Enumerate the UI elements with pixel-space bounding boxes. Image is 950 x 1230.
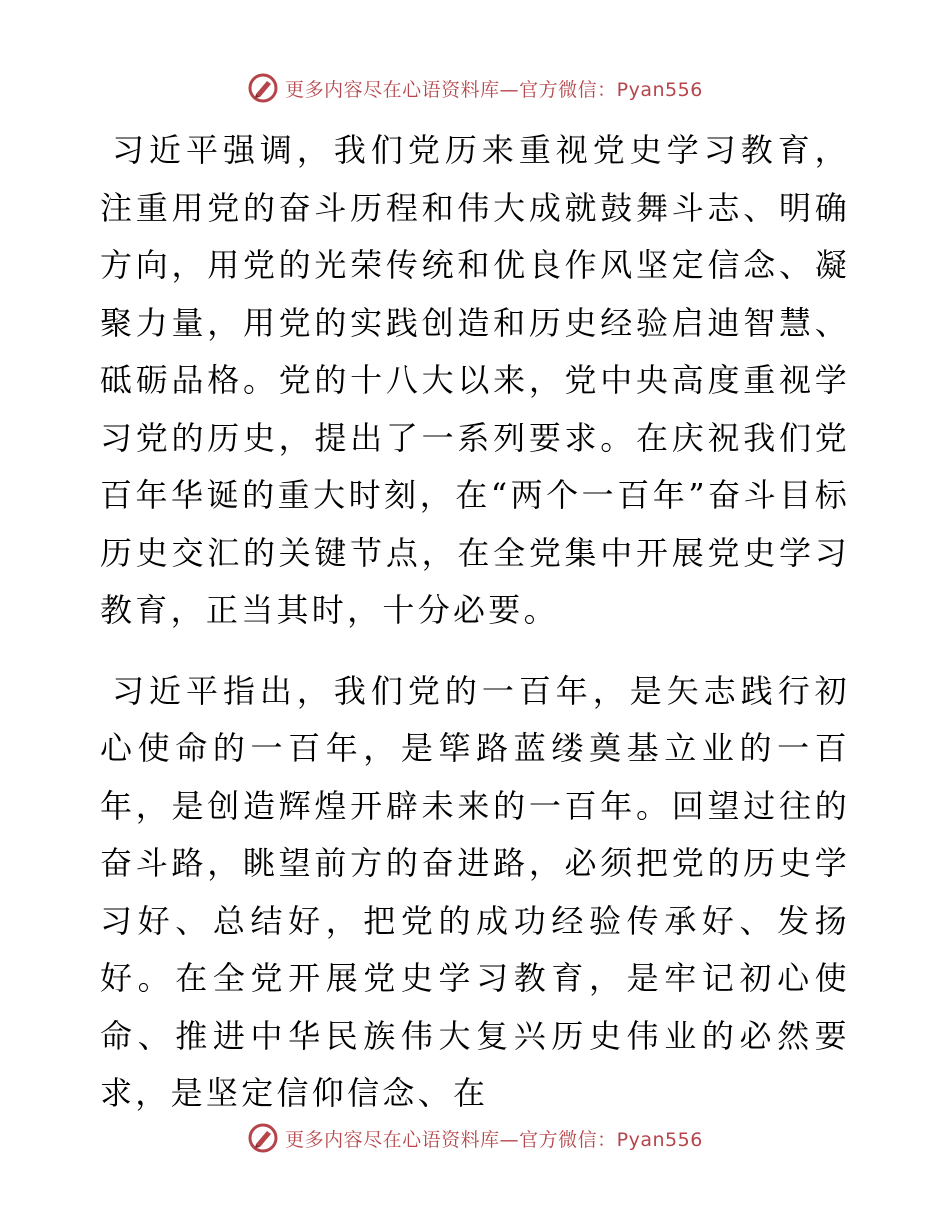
pen-seal-icon bbox=[247, 72, 279, 104]
pen-seal-icon bbox=[247, 1122, 279, 1154]
header-banner-text: 更多内容尽在心语资料库—官方微信：Pyan556 bbox=[285, 78, 703, 101]
header-banner bbox=[0, 72, 950, 104]
paragraph-2: 习近平指出，我们党的一百年，是矢志践行初心使命的一百年，是筚路蓝缕奠基立业的一百年，是创造辉煌开辟未来的一百年。回望过往的奋斗路，眺望前方的奋进路，必须把党的历史学习好、总结好，把党的成功经验传承好、发扬好。在全党开展党史学习教育，是牢记初心使命、推进中华民族伟大复兴历史伟业的必然要求，是坚定信仰信念、在 bbox=[100, 671, 850, 1112]
document-body bbox=[100, 122, 850, 1123]
paragraph-1: 习近平强调，我们党历来重视党史学习教育，注重用党的奋斗历程和伟大成就鼓舞斗志、明确方向，用党的光荣传统和优良作风坚定信念、凝聚力量，用党的实践创造和历史经验启迪智慧、砥砺品格。党的十八大以来，党中央高度重视学习党的历史，提出了一系列要求。在庆祝我们党百年华诞的重大时刻，在“两个一百年”奋斗目标历史交汇的关键节点，在全党集中开展党史学习教育，正当其时，十分必要。 bbox=[100, 131, 850, 629]
footer-banner bbox=[0, 1122, 950, 1154]
footer-banner-text: 更多内容尽在心语资料库—官方微信：Pyan556 bbox=[285, 1128, 703, 1151]
